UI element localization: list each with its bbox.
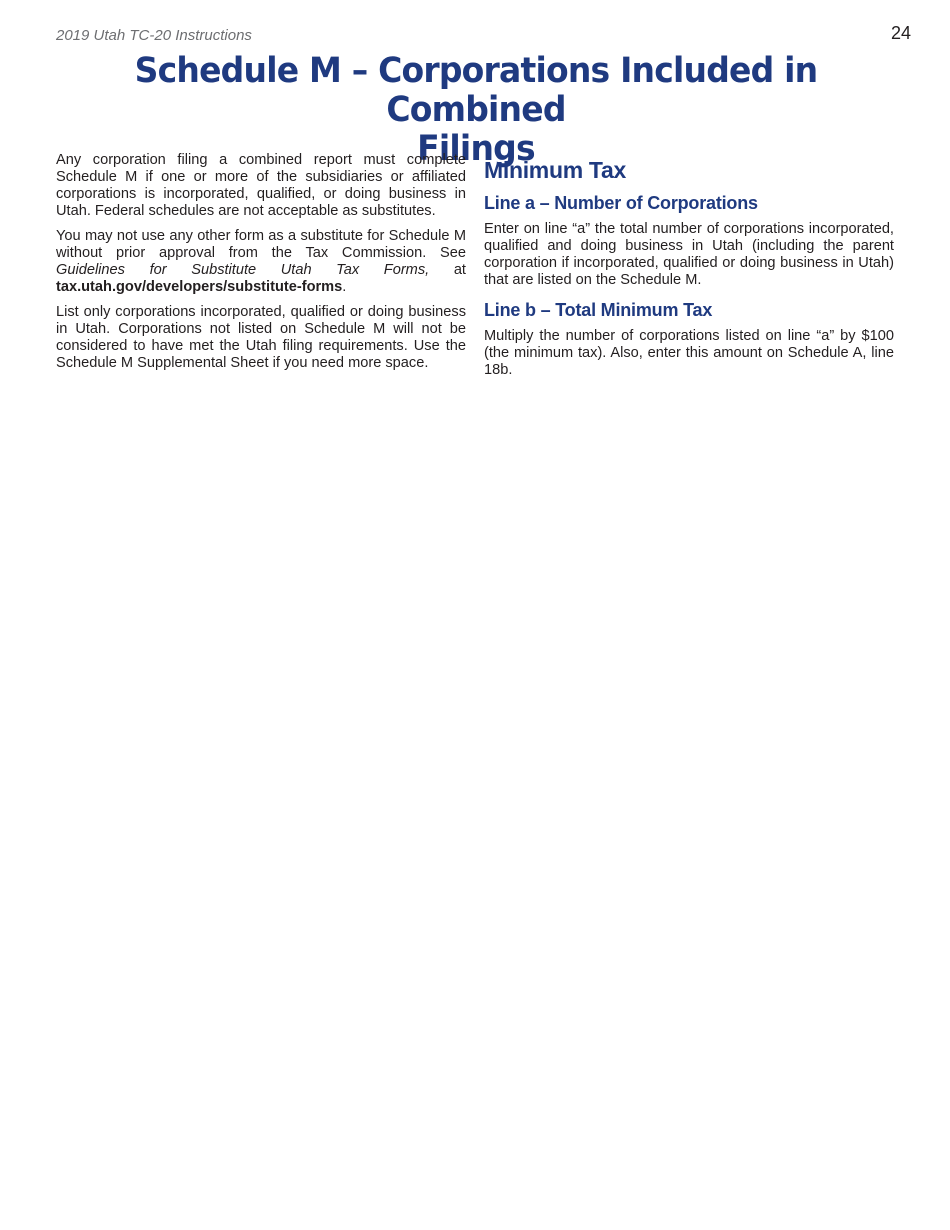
line-a-heading: Line a – Number of Corporations (484, 193, 758, 213)
running-header: 2019 Utah TC-20 Instructions (56, 27, 252, 44)
minimum-tax-heading: Minimum Tax (484, 157, 626, 183)
guidelines-title: Guidelines for Substitute Utah Tax Forms, (56, 262, 430, 278)
intro-paragraph: Any corporation filing a combined report must complete Schedule M if one or more of the subsidiaries or affiliated corporations is incorporated, qualified, or doing business in Utah. Federal schedules are not acceptable as substitutes. (56, 152, 466, 219)
left-column (56, 152, 466, 380)
substitute-text-end: . (342, 279, 347, 295)
page-title-line-2: Filings (417, 127, 535, 169)
page-title (56, 50, 896, 168)
substitute-paragraph (56, 228, 466, 296)
right-column (484, 156, 894, 387)
line-b-paragraph: Multiply the number of corporations listed on line “a” by $100 (the minimum tax). Also, enter this amount on Schedule A, line 18b. (484, 328, 894, 378)
line-a-paragraph: Enter on line “a” the total number of corporations incorporated, qualified and doing business in Utah (including the parent corporation if incorporated, qualified or doing business in Utah) that are listed on the Schedule M. (484, 221, 894, 288)
substitute-forms-link[interactable]: tax.utah.gov/developers/substitute-forms (56, 279, 343, 295)
page-number: 24 (890, 23, 911, 43)
substitute-text-2: at (429, 262, 466, 278)
listing-paragraph: List only corporations incorporated, qualified or doing business in Utah. Corporations not listed on Schedule M will not be considered to have met the Utah filing requirements. Use the Schedule M Supplemental Sheet if you need more space. (56, 304, 466, 371)
substitute-text-1: You may not use any other form as a substitute for Schedule M without prior approval from the Tax Commission. See (56, 228, 466, 261)
page-title-line-1: Schedule M – Corporations Included in Combined (134, 48, 818, 130)
line-b-heading: Line b – Total Minimum Tax (484, 300, 713, 320)
